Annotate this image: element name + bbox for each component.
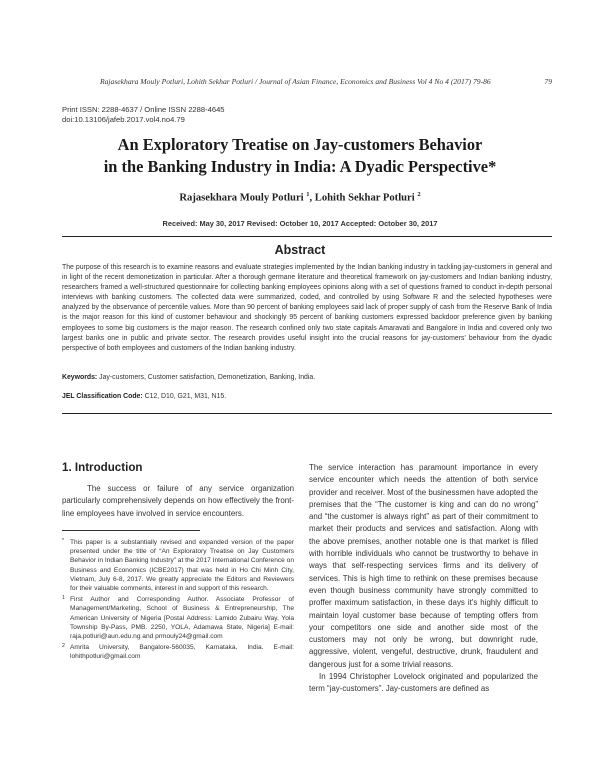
author-1-name: Rajasekhara Mouly Potluri bbox=[179, 192, 304, 204]
intro-right-paragraph-1: The service interaction has paramount importance in every service encounter which needs the attention of both service provider and receiver. Most of the businessmen have adopted the premises that the “The customer is king and can do no wrong” and “the customer is always right” as part of their commitment to market their products and services and satisfaction. Along with the above premises, another notable one is that market is filled with horrible individuals who cannot be trustworthy to behave in ways that self-respecting services firms and its delivery of services. This is high time to rethink on these premises because even though business community have strongly committed to proffer maximum satisfaction, in these days it's highly difficult to maintain loyal customer base because of tempting offers from your competitors one side and another side most of the customers may not only be wrong, but downright rude, aggressive, violent, vengeful, destructive, drunk, fraudulent and dangerous just for a some trivial reasons. bbox=[309, 463, 538, 669]
footnote-divider bbox=[62, 530, 200, 531]
author-2-name: Lohith Sekhar Potluri bbox=[314, 192, 415, 204]
title-line-1: An Exploratory Treatise on Jay-customers Behavior bbox=[117, 135, 483, 154]
jel-line bbox=[62, 393, 552, 400]
author-1-mark: 1 bbox=[306, 191, 310, 198]
running-head-text: Rajasekhara Mouly Potluri, Lohith Sekhar Potluri / Journal of Asian Finance, Economics and Business Vol 4 No 4 (2017) 79-86 bbox=[100, 77, 491, 86]
jel-value: C12, D10, G21, M31, N15. bbox=[142, 393, 227, 400]
abstract-bottom-divider bbox=[62, 413, 552, 414]
keywords-label: Keywords: bbox=[62, 374, 98, 381]
keywords-value: Jay-customers, Customer satisfaction, Demonetization, Banking, India. bbox=[97, 374, 316, 381]
author-line bbox=[40, 191, 560, 204]
jel-label: JEL Classification Code: bbox=[62, 393, 143, 400]
footnote-item bbox=[62, 643, 294, 661]
footnote-mark: 1 bbox=[62, 595, 65, 602]
footnote-mark: * bbox=[62, 538, 65, 544]
keywords-line bbox=[62, 374, 552, 381]
author-2-mark: 2 bbox=[417, 191, 421, 198]
intro-right-column bbox=[309, 462, 538, 696]
footnote-text: This paper is a substantially revised and expanded version of the paper presented under the title of “An Exploratory Treatise on Jay Customers Behavior in Indian Banking Industry” at the 2017 International Conference on Business and Economics (ICBE2017) that was held in Ho Chi Minh City, Vietnam, July 6-8, 2017. We greatly appreciate the Editors and Reviewers for their valuable comments, interest in and support of this research. bbox=[70, 539, 294, 593]
title-line-2: in the Banking Industry in India: A Dyadic Perspective* bbox=[103, 157, 497, 176]
received-dates: Received: May 30, 2017 Revised: October 10, 2017 Accepted: October 30, 2017 bbox=[162, 219, 438, 228]
abstract-heading: Abstract bbox=[274, 243, 326, 257]
paper-title bbox=[40, 134, 560, 178]
intro-left-paragraph: The success or failure of any service organization particularly comprehensively depends on how effectively the front-line employees have involved in service encounters. bbox=[62, 484, 294, 518]
issn-block bbox=[62, 105, 225, 125]
abstract-text: The purpose of this research is to examine reasons and evaluate strategies implemented by the Indian banking industry in tackling jay-customers in general and in light of the recent demonetization in particular. After a thorough germane literature and theoretical framework on jay-customers and Indian banking industry, researchers framed a well-structured questionnaire for collecting banking employees opinions along with a set of questions framed to conduct in-depth personal interviews with banking customers. The collected data were summarized, coded, and controlled by using Software R and the selected hypotheses were analyzed by the observance of percentile values. More than 90 percent of banking employees said lack of proper supply of cash from the Reserve Bank of India is the major reason for this kind of customer behaviour and shockingly 95 percent of banking customers expressed backdoor preference given by banking employees to some big customers is the major reason. The research confined only two state capitals Amaravati and Bangalore in India and covered only two largest banks one in public and private sector. The research provides useful insight into the crucial reasons for jay-customers' behaviour from the dyadic perspective of both employees and customers of the Indian banking industry. bbox=[62, 264, 552, 352]
footnote-mark: 2 bbox=[62, 643, 65, 650]
footnotes bbox=[62, 538, 294, 664]
doi-line: doi:10.13106/jafeb.2017.vol4.no4.79 bbox=[62, 115, 185, 124]
author-separator: , bbox=[309, 192, 315, 204]
footnote-text: Amrita University, Bangalore-560035, Karnataka, India. E-mail: lohithpotluri@gmail.com bbox=[70, 644, 294, 661]
footnote-item bbox=[62, 538, 294, 593]
section-heading-introduction: 1. Introduction bbox=[62, 461, 143, 474]
footnote-item bbox=[62, 595, 294, 641]
top-divider bbox=[62, 236, 552, 237]
page-number: 79 bbox=[544, 77, 552, 86]
intro-right-paragraph-2: In 1994 Christopher Lovelock originated and popularized the term “jay-customers”. Jay-customers are defined as bbox=[309, 672, 538, 694]
issn-line: Print ISSN: 2288-4637 / Online ISSN 2288-4645 bbox=[62, 105, 225, 114]
footnote-text: First Author and Corresponding Author. Associate Professor of Management/Marketing, School of Business & Entrepreneurship, The American University of Nigeria [Postal Address: Lamido Zubairu Way, Yola Township By-Pass, PMB. 2250, YOLA, Adamawa State, Nigeria] E-mail: raja.potluri@aun.edu.ng and prmouly24@gmail.com bbox=[70, 596, 294, 641]
